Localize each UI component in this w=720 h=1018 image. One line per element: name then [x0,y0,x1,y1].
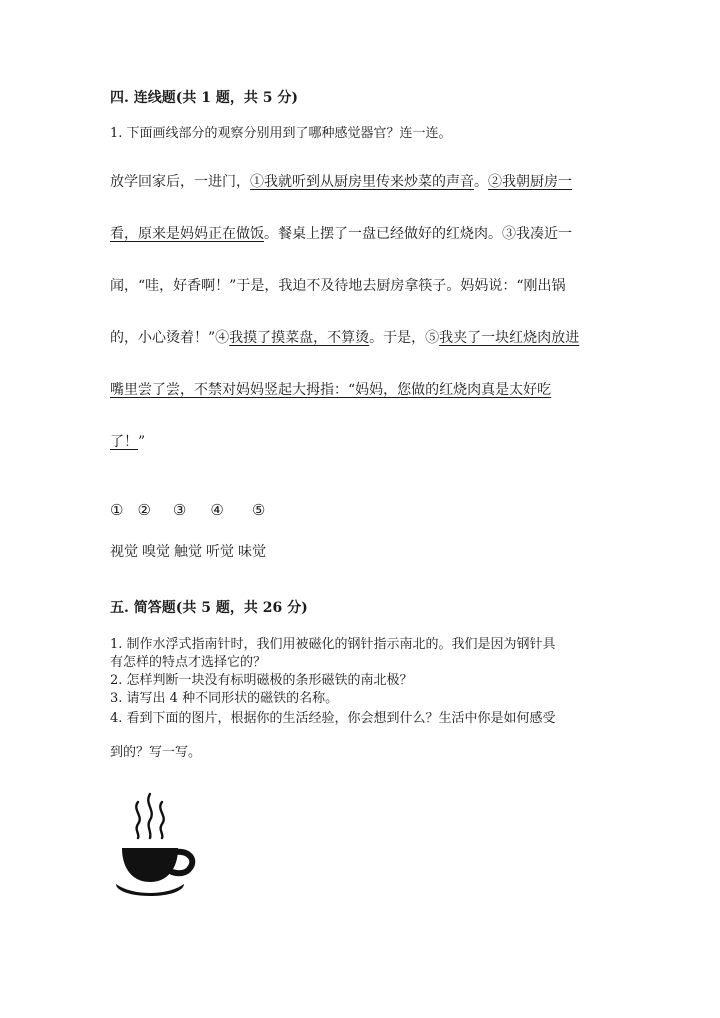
passage-text: 的，小心烫着！”④ [110,330,230,346]
underlined-taste-mid: 嘴里尝了尝，不禁对妈妈竖起大拇指：“妈妈，您做的红烧肉真是太好吃 [110,382,552,398]
passage-text: 。餐桌上摆了一盘已经做好的红烧肉。③我凑近一 [264,226,572,242]
match-number-4[interactable]: ④ [210,501,224,519]
passage-text: 放学回家后，一进门， [110,174,250,190]
passage-text: 。于是，⑤ [369,330,440,346]
q1-line-2: 有怎样的特点才选择它的？ [110,655,267,670]
section4-question: 1. 下面画线部分的观察分别用到了哪种感觉器官？连一连。 [110,126,452,141]
passage-line-6 [110,432,145,452]
q4-line-1: 4. 看到下面的图片，根据你的生活经验，你会想到什么？生活中你是如何感受 [110,711,556,726]
passage-line-3: 闻，“哇，好香啊！”于是，我迫不及待地去厨房拿筷子。妈妈说：“刚出锅 [110,278,566,294]
passage-text: ” [138,434,146,450]
q2: 2. 怎样判断一块没有标明磁极的条形磁铁的南北极？ [110,673,413,688]
underlined-sight-end: 看，原来是妈妈正在做饭 [110,226,264,242]
underlined-taste-start: 我夹了一块红烧肉放进 [439,330,580,346]
sense-touch[interactable]: 触觉 [174,544,202,560]
match-number-5[interactable]: ⑤ [251,501,266,519]
q3: 3. 请写出 4 种不同形状的磁铁的名称。 [110,691,339,706]
match-number-3[interactable]: ③ [172,501,187,519]
underlined-hearing: ①我就听到从厨房里传来炒菜的声音 [250,174,474,190]
q4-line-2: 到的？写一写。 [110,745,202,760]
sense-smell[interactable]: 嗅觉 [142,544,170,560]
q1-line-1: 1. 制作水浮式指南针时，我们用被磁化的钢针指示南北的。我们是因为钢针具 [110,637,556,652]
passage-line-5 [110,380,551,400]
sense-sight[interactable]: 视觉 [110,544,138,560]
section4-title: 四. 连线题(共 1 题，共 5 分) [110,90,298,106]
match-number-2[interactable]: ② [137,501,151,519]
senses-row [110,542,270,562]
passage-line-1 [110,172,572,192]
section5-title: 五. 简答题(共 5 题，共 26 分) [110,600,308,616]
sense-taste[interactable]: 味觉 [238,544,266,560]
hot-coffee-cup-icon [112,792,196,900]
passage-text: 。 [474,174,488,190]
match-number-1[interactable]: ① [110,501,124,519]
match-numbers-row [110,500,265,520]
underlined-sight-start: ②我朝厨房一 [488,174,572,190]
passage-line-2 [110,224,572,244]
underlined-touch: 我摸了摸菜盘，不算烫 [229,330,370,346]
sense-hearing[interactable]: 听觉 [206,544,234,560]
passage-line-4 [110,328,579,348]
underlined-taste-end: 了！ [110,434,138,450]
